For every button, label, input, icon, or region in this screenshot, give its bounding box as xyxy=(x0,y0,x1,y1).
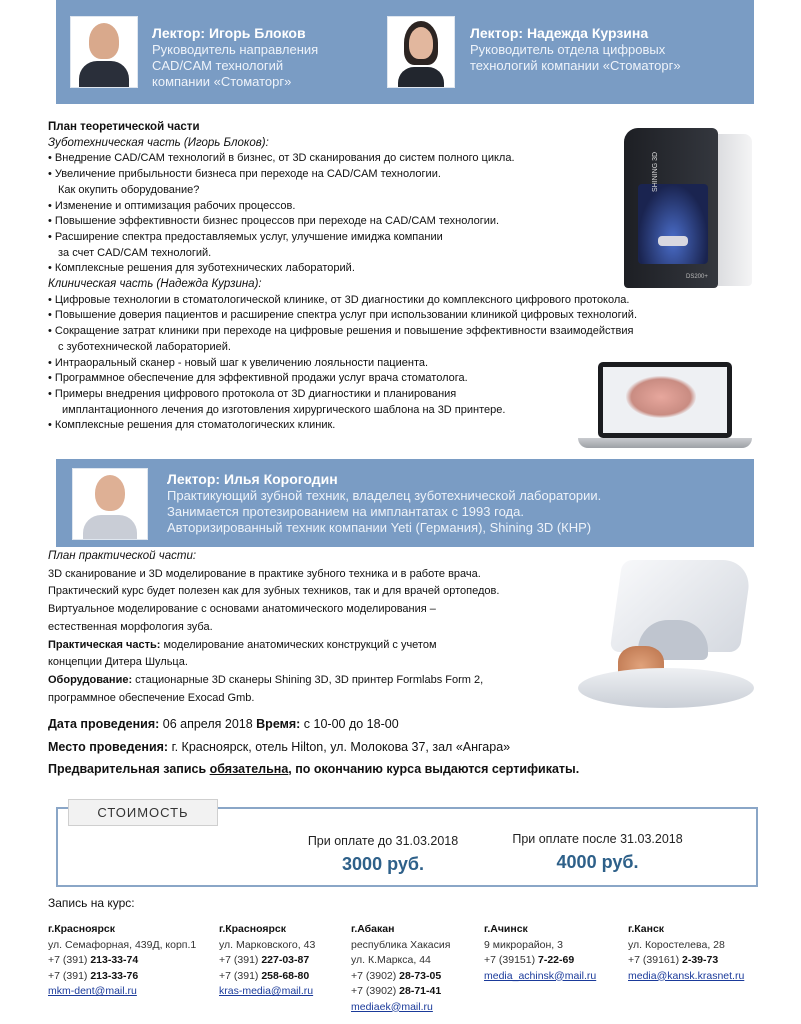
phone-number: 213-33-76 xyxy=(90,969,139,982)
time-value: с 10-00 до 18-00 xyxy=(300,717,399,731)
practical-text: моделирование анатомических конструкций с учетом xyxy=(160,638,437,651)
price-early-label: При оплате до 31.03.2018 xyxy=(307,834,459,848)
lecturer-desc-line: CAD/CAM технологий xyxy=(152,58,284,73)
list-item: • Увеличение прибыльности бизнеса при переходе на CAD/CAM технологии. xyxy=(48,168,441,181)
equipment xyxy=(48,672,499,690)
phone-number: 258-68-80 xyxy=(261,969,310,982)
list-item: имплантационного лечения до изготовления хирургического шаблона на 3D принтере. xyxy=(62,403,506,416)
contact-address: ул. Марковского, 43 xyxy=(219,938,316,951)
lecturer-photo-korogodin xyxy=(72,468,148,540)
practice-line: программное обеспечение Exocad Gmb. xyxy=(48,691,255,704)
phone-number: 213-33-74 xyxy=(90,954,139,966)
signup-title: Запись на курс: xyxy=(48,896,135,910)
price-early xyxy=(298,834,468,875)
contact-phone xyxy=(351,984,450,1000)
phone-prefix: +7 (39151) xyxy=(484,954,538,966)
list-item: • Программное обеспечение для эффективной продажи услуг врача стоматолога. xyxy=(48,372,468,385)
scanner-autoscan-image xyxy=(578,560,754,710)
phone-prefix: +7 (391) xyxy=(219,969,262,982)
contact-city: г.Ачинск xyxy=(484,923,528,935)
contact-email-link[interactable]: mediaek@mail.ru xyxy=(351,1000,433,1013)
registration-notice xyxy=(48,762,579,776)
lecturer-photo-blokov xyxy=(70,16,138,88)
practice-line: 3D сканирование и 3D моделирование в практике зубного техника и в работе врача. xyxy=(48,567,481,580)
event-place xyxy=(48,740,510,754)
contact-phone xyxy=(48,969,196,985)
list-item: • Повышение эффективности бизнес процессов при переходе на CAD/CAM технологии. xyxy=(48,215,500,228)
contact-address: ул. Семафорная, 439Д, корп.1 xyxy=(48,938,197,951)
contact-address: республика Хакасия xyxy=(351,938,451,951)
contact-abakan xyxy=(351,922,450,1015)
phone-prefix: +7 (3902) xyxy=(351,985,400,997)
phone-prefix: +7 (3902) xyxy=(351,969,400,982)
practice-title: План практической части: xyxy=(48,550,197,562)
place-label: Место проведения: xyxy=(48,740,169,754)
theory-title: План теоретической части xyxy=(48,121,200,133)
contact-kansk xyxy=(628,922,744,984)
lecturer-kurzina xyxy=(470,25,681,74)
contact-phone xyxy=(219,969,315,985)
lecturer-desc-line: Практикующий зубной техник, владелец зуботехнической лаборатории. xyxy=(167,488,602,503)
phone-prefix: +7 (39161) xyxy=(628,954,682,966)
phone-number: 28-73-05 xyxy=(399,969,442,982)
list-item: • Изменение и оптимизация рабочих процессов. xyxy=(48,199,296,212)
phone-number: 227-03-87 xyxy=(261,954,310,966)
practice-line: Виртуальное моделирование с основами анатомического моделирования – xyxy=(48,603,436,616)
price-early-value: 3000 руб. xyxy=(342,854,424,874)
contact-city: г.Красноярск xyxy=(48,923,115,935)
contact-phone xyxy=(351,969,450,985)
top-lecturers-banner xyxy=(56,0,754,104)
contact-email-link[interactable]: kras-media@mail.ru xyxy=(219,985,314,997)
list-item: • Сокращение затрат клиники при переходе на цифровые решения и повышение эффективности взаимодействия xyxy=(48,325,634,338)
equipment-label: Оборудование: xyxy=(48,673,133,686)
price-late-label: При оплате после 31.03.2018 xyxy=(512,832,683,846)
date-label: Дата проведения: xyxy=(48,717,160,731)
practice-lecturer-banner xyxy=(56,459,754,547)
contact-achinsk xyxy=(484,922,596,984)
price-late-value: 4000 руб. xyxy=(556,852,639,872)
list-item: • Комплексные решения для зуботехнических лабораторий. xyxy=(48,262,355,275)
lecturer-blokov xyxy=(152,25,318,90)
list-item: за счет CAD/CAM технологий. xyxy=(58,246,212,259)
list-item: • Примеры внедрения цифрового протокола от 3D диагностики и планирования xyxy=(48,387,457,400)
lecturer-desc-line: технологий компании «Стоматорг» xyxy=(470,58,681,73)
phone-number: 28-71-41 xyxy=(399,985,442,997)
list-item: • Интраоральный сканер - новый шаг к увеличению лояльности пациента. xyxy=(48,356,429,369)
contact-phone xyxy=(48,953,196,969)
contact-phone xyxy=(628,953,744,969)
list-item: • Внедрение CAD/CAM технологий в бизнес, от 3D сканирования до систем полного цикла. xyxy=(48,152,515,165)
list-item: с зуботехнической лабораторией. xyxy=(58,340,231,353)
date-value: 06 апреля 2018 xyxy=(159,717,257,731)
clinical-part-title: Клиническая часть (Надежда Курзина): xyxy=(48,278,262,291)
contact-krasnoyarsk-1 xyxy=(48,922,196,1000)
place-value: г. Красноярск, отель Hilton, ул. Молокова 37, зал «Ангара» xyxy=(168,740,511,754)
practical-label: Практическая часть: xyxy=(48,638,161,651)
practice-line: естественная морфология зуба. xyxy=(48,620,213,633)
lecturer-name: Лектор: Игорь Блоков xyxy=(152,25,306,41)
contact-address: ул. К.Маркса, 44 xyxy=(351,954,431,966)
equipment-text: стационарные 3D сканеры Shining 3D, 3D принтер Formlabs Form 2, xyxy=(132,673,484,686)
contact-phone xyxy=(219,953,315,969)
contact-krasnoyarsk-2 xyxy=(219,922,315,1000)
time-label: Время: xyxy=(256,717,301,731)
lecturer-desc-line: Руководитель отдела цифровых xyxy=(470,42,666,57)
list-item: • Расширение спектра предоставляемых услуг, улучшение имиджа компании xyxy=(48,230,443,243)
contact-phone xyxy=(484,953,596,969)
contact-email-link[interactable]: media_achinsk@mail.ru xyxy=(484,969,597,982)
contact-city: г.Красноярск xyxy=(219,923,286,935)
lecturer-desc-line: компании «Стоматорг» xyxy=(152,74,292,89)
lecturer-korogodin xyxy=(167,471,601,536)
notice-text: Предварительная запись xyxy=(48,762,210,776)
lecturer-desc-line: Руководитель направления xyxy=(152,42,319,57)
scanner-model: DS200+ xyxy=(686,274,708,280)
list-item: • Цифровые технологии в стоматологической клинике, от 3D диагностики до комплексного цифрового протокола. xyxy=(48,293,630,306)
contact-address: 9 микрорайон, 3 xyxy=(484,938,563,951)
contact-email-link[interactable]: media@kansk.krasnet.ru xyxy=(628,969,745,982)
practice-plan xyxy=(48,548,499,707)
notice-text: , по окончанию курса выдаются сертификаты. xyxy=(288,762,580,776)
laptop-image xyxy=(578,362,752,452)
list-item: Как окупить оборудование? xyxy=(58,183,200,196)
phone-prefix: +7 (391) xyxy=(219,954,262,966)
contact-city: г.Абакан xyxy=(351,923,395,935)
phone-number: 7-22-69 xyxy=(538,954,575,966)
scanner-brand: SHINING 3D xyxy=(652,151,659,192)
notice-emphasis: обязательна xyxy=(209,762,289,776)
lecturer-name: Лектор: Надежда Курзина xyxy=(470,25,649,41)
list-item: • Повышение доверия пациентов и расширение спектра услуг при использовании клиникой цифровых технологий. xyxy=(48,309,638,322)
event-date xyxy=(48,717,399,731)
contact-email-link[interactable]: mkm-dent@mail.ru xyxy=(48,985,137,997)
price-late xyxy=(505,832,690,873)
contact-city: г.Канск xyxy=(628,923,665,935)
phone-prefix: +7 (391) xyxy=(48,954,91,966)
lecturer-desc-line: Авторизированный техник компании Yeti (Германия), Shining 3D (КНР) xyxy=(167,520,592,535)
list-item: • Комплексные решения для стоматологических клиник. xyxy=(48,419,336,432)
lecturer-desc-line: Занимается протезированием на имплантатах с 1993 года. xyxy=(167,504,524,519)
phone-prefix: +7 (391) xyxy=(48,969,91,982)
practice-line: Практический курс будет полезен как для зубных техников, так и для врачей ортопедов. xyxy=(48,585,500,598)
tech-part-title: Зуботехническая часть (Игорь Блоков): xyxy=(48,136,269,149)
pricing-tab: СТОИМОСТЬ xyxy=(68,799,218,826)
lecturer-name: Лектор: Илья Корогодин xyxy=(167,471,338,487)
contact-address: ул. Коростелева, 28 xyxy=(628,938,725,951)
practice-line: концепции Дитера Шульца. xyxy=(48,656,188,669)
practical-part xyxy=(48,637,499,655)
phone-number: 2-39-73 xyxy=(682,954,719,966)
lecturer-photo-kurzina xyxy=(387,16,455,88)
